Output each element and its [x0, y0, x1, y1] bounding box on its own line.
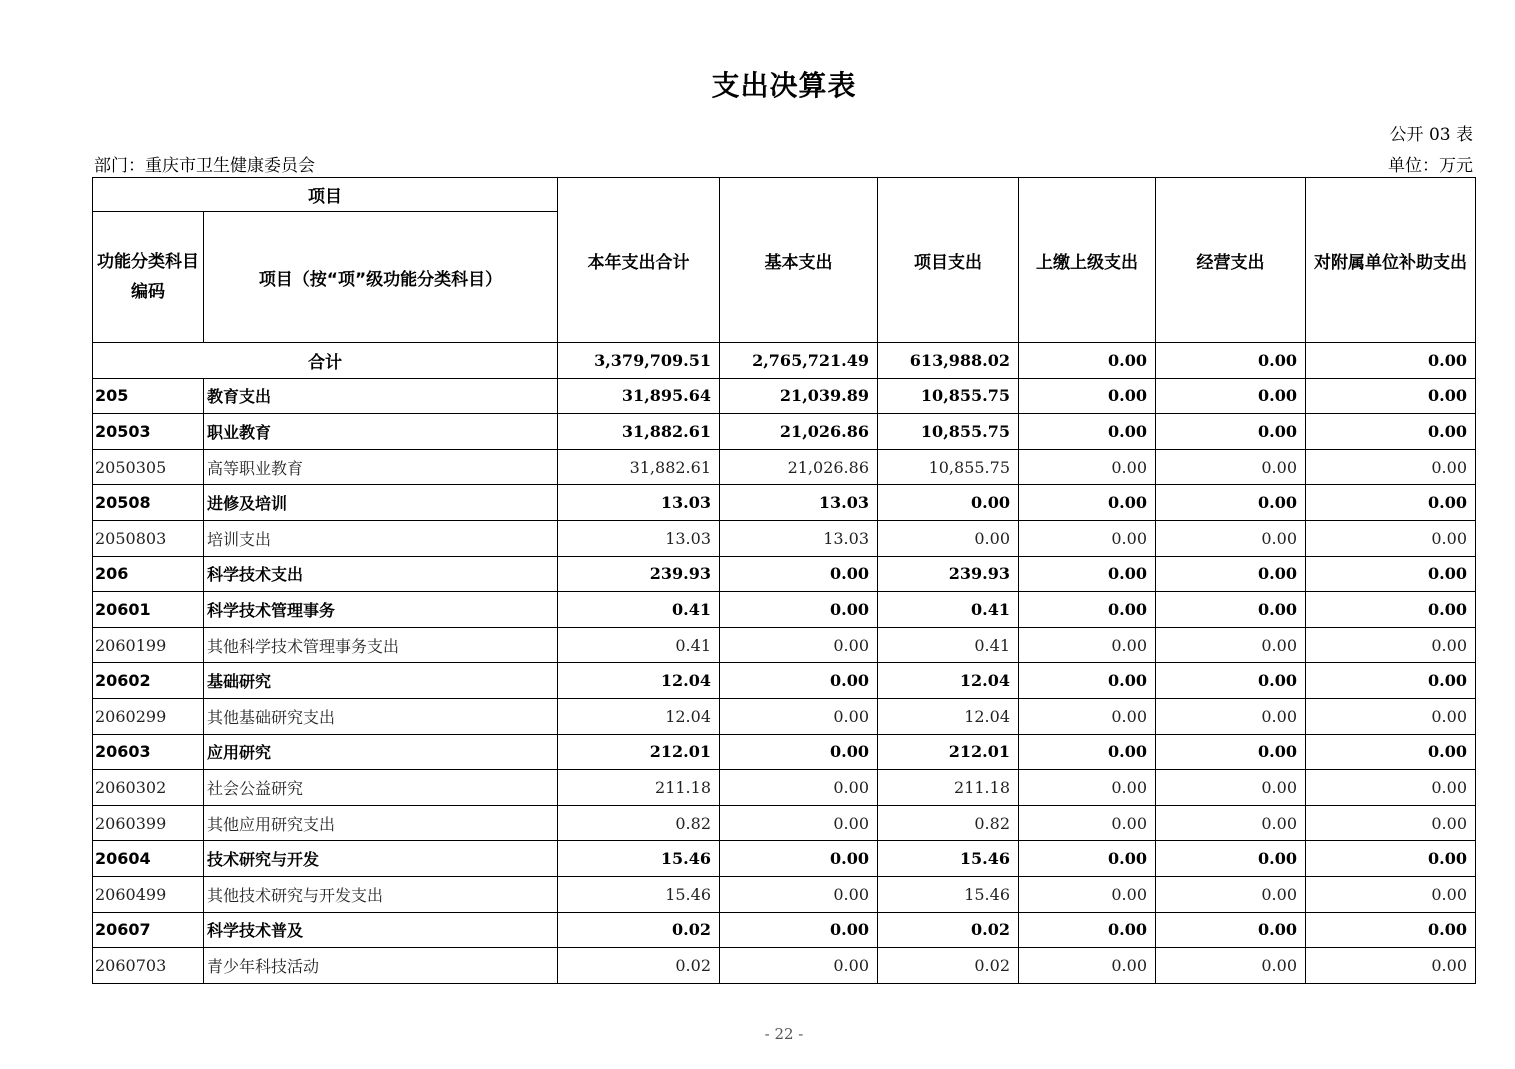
row-subsidy: 0.00	[1306, 698, 1476, 734]
header-project: 项目	[93, 178, 558, 212]
row-subsidy: 0.00	[1306, 449, 1476, 485]
row-project-expense: 0.02	[878, 912, 1019, 948]
row-project-expense: 0.41	[878, 592, 1019, 628]
row-basic: 0.00	[720, 948, 878, 984]
table-row	[93, 449, 1476, 485]
row-name: 青少年科技活动	[204, 948, 558, 984]
row-business: 0.00	[1156, 770, 1306, 806]
row-name: 社会公益研究	[204, 770, 558, 806]
row-project-expense: 239.93	[878, 556, 1019, 592]
row-business: 0.00	[1156, 948, 1306, 984]
row-basic: 13.03	[720, 520, 878, 556]
row-name: 科学技术普及	[204, 912, 558, 948]
row-upper: 0.00	[1019, 841, 1156, 877]
row-basic: 0.00	[720, 876, 878, 912]
row-total: 31,882.61	[558, 449, 720, 485]
row-name: 科学技术管理事务	[204, 592, 558, 628]
row-project-expense: 212.01	[878, 734, 1019, 770]
row-code: 20603	[93, 734, 204, 770]
row-basic: 13.03	[720, 485, 878, 521]
row-name: 科学技术支出	[204, 556, 558, 592]
row-total: 0.82	[558, 805, 720, 841]
row-project-expense: 10,855.75	[878, 449, 1019, 485]
row-project-expense: 0.82	[878, 805, 1019, 841]
row-subsidy: 0.00	[1306, 556, 1476, 592]
row-code: 2060199	[93, 627, 204, 663]
header-total: 本年支出合计	[558, 178, 720, 343]
row-subsidy: 0.00	[1306, 876, 1476, 912]
row-upper: 0.00	[1019, 592, 1156, 628]
row-subsidy: 0.00	[1306, 770, 1476, 806]
table-row	[93, 876, 1476, 912]
row-project-expense: 0.41	[878, 627, 1019, 663]
row-code: 20601	[93, 592, 204, 628]
row-upper: 0.00	[1019, 378, 1156, 414]
header-business: 经营支出	[1156, 178, 1306, 343]
table-row	[93, 485, 1476, 521]
row-upper: 0.00	[1019, 805, 1156, 841]
table-number: 公开 03 表	[1389, 125, 1473, 145]
row-code: 20604	[93, 841, 204, 877]
row-code: 2060302	[93, 770, 204, 806]
row-project-expense: 15.46	[878, 841, 1019, 877]
header-subsidy: 对附属单位补助支出	[1306, 178, 1476, 343]
row-business: 0.00	[1156, 663, 1306, 699]
row-code: 206	[93, 556, 204, 592]
table-row	[93, 770, 1476, 806]
row-code: 2060499	[93, 876, 204, 912]
row-name: 应用研究	[204, 734, 558, 770]
row-subsidy: 0.00	[1306, 663, 1476, 699]
table-row	[93, 663, 1476, 699]
row-total: 13.03	[558, 485, 720, 521]
total-upper: 0.00	[1019, 343, 1156, 379]
row-project-expense: 10,855.75	[878, 414, 1019, 450]
row-total: 0.02	[558, 912, 720, 948]
row-name: 技术研究与开发	[204, 841, 558, 877]
page-number: - 22 -	[764, 1025, 804, 1043]
row-name: 培训支出	[204, 520, 558, 556]
row-basic: 21,026.86	[720, 449, 878, 485]
total-project-expense: 613,988.02	[878, 343, 1019, 379]
table-row	[93, 698, 1476, 734]
row-subsidy: 0.00	[1306, 805, 1476, 841]
row-name: 其他应用研究支出	[204, 805, 558, 841]
row-subsidy: 0.00	[1306, 734, 1476, 770]
row-basic: 0.00	[720, 663, 878, 699]
row-code: 205	[93, 378, 204, 414]
table-row	[93, 841, 1476, 877]
row-basic: 0.00	[720, 734, 878, 770]
row-basic: 0.00	[720, 698, 878, 734]
row-subsidy: 0.00	[1306, 592, 1476, 628]
table-row	[93, 805, 1476, 841]
row-upper: 0.00	[1019, 876, 1156, 912]
row-upper: 0.00	[1019, 414, 1156, 450]
total-total: 3,379,709.51	[558, 343, 720, 379]
row-project-expense: 12.04	[878, 698, 1019, 734]
row-total: 239.93	[558, 556, 720, 592]
row-name: 其他科学技术管理事务支出	[204, 627, 558, 663]
row-name: 其他技术研究与开发支出	[204, 876, 558, 912]
row-code: 2060399	[93, 805, 204, 841]
row-upper: 0.00	[1019, 770, 1156, 806]
row-project-expense: 211.18	[878, 770, 1019, 806]
table-row	[93, 520, 1476, 556]
row-business: 0.00	[1156, 485, 1306, 521]
table-row	[93, 592, 1476, 628]
row-basic: 0.00	[720, 592, 878, 628]
table-row	[93, 378, 1476, 414]
row-project-expense: 12.04	[878, 663, 1019, 699]
row-project-expense: 0.02	[878, 948, 1019, 984]
row-basic: 0.00	[720, 770, 878, 806]
table-row	[93, 627, 1476, 663]
row-upper: 0.00	[1019, 556, 1156, 592]
page-title: 支出决算表	[711, 69, 857, 102]
row-upper: 0.00	[1019, 663, 1156, 699]
row-basic: 0.00	[720, 912, 878, 948]
row-business: 0.00	[1156, 520, 1306, 556]
row-upper: 0.00	[1019, 449, 1156, 485]
row-total: 31,895.64	[558, 378, 720, 414]
row-name: 教育支出	[204, 378, 558, 414]
row-basic: 21,039.89	[720, 378, 878, 414]
row-code: 2050803	[93, 520, 204, 556]
row-code: 20607	[93, 912, 204, 948]
row-business: 0.00	[1156, 627, 1306, 663]
table-row	[93, 414, 1476, 450]
row-name: 基础研究	[204, 663, 558, 699]
total-business: 0.00	[1156, 343, 1306, 379]
total-label: 合计	[93, 343, 558, 379]
row-name: 进修及培训	[204, 485, 558, 521]
row-project-expense: 0.00	[878, 520, 1019, 556]
row-code: 20602	[93, 663, 204, 699]
row-total: 0.41	[558, 627, 720, 663]
expenditure-table	[92, 177, 1476, 984]
table-row	[93, 912, 1476, 948]
department-label: 部门：重庆市卫生健康委员会	[94, 156, 315, 176]
row-subsidy: 0.00	[1306, 912, 1476, 948]
header-upper: 上缴上级支出	[1019, 178, 1156, 343]
row-total: 0.02	[558, 948, 720, 984]
row-project-expense: 15.46	[878, 876, 1019, 912]
row-basic: 0.00	[720, 627, 878, 663]
row-subsidy: 0.00	[1306, 520, 1476, 556]
row-total: 212.01	[558, 734, 720, 770]
row-project-expense: 10,855.75	[878, 378, 1019, 414]
row-upper: 0.00	[1019, 485, 1156, 521]
row-business: 0.00	[1156, 592, 1306, 628]
total-basic: 2,765,721.49	[720, 343, 878, 379]
row-business: 0.00	[1156, 841, 1306, 877]
table-row	[93, 948, 1476, 984]
header-basic: 基本支出	[720, 178, 878, 343]
table-row	[93, 734, 1476, 770]
row-subsidy: 0.00	[1306, 841, 1476, 877]
row-business: 0.00	[1156, 414, 1306, 450]
row-subsidy: 0.00	[1306, 485, 1476, 521]
row-upper: 0.00	[1019, 627, 1156, 663]
row-name: 其他基础研究支出	[204, 698, 558, 734]
row-basic: 0.00	[720, 841, 878, 877]
row-business: 0.00	[1156, 876, 1306, 912]
row-total: 15.46	[558, 876, 720, 912]
row-subsidy: 0.00	[1306, 948, 1476, 984]
row-name: 高等职业教育	[204, 449, 558, 485]
row-basic: 0.00	[720, 805, 878, 841]
row-business: 0.00	[1156, 556, 1306, 592]
row-subsidy: 0.00	[1306, 627, 1476, 663]
row-total: 0.41	[558, 592, 720, 628]
row-upper: 0.00	[1019, 912, 1156, 948]
row-business: 0.00	[1156, 734, 1306, 770]
row-basic: 21,026.86	[720, 414, 878, 450]
total-subsidy: 0.00	[1306, 343, 1476, 379]
row-code: 2050305	[93, 449, 204, 485]
row-upper: 0.00	[1019, 520, 1156, 556]
header-item: 项目（按“项”级功能分类科目）	[204, 212, 558, 343]
row-code: 20508	[93, 485, 204, 521]
row-upper: 0.00	[1019, 734, 1156, 770]
row-code: 20503	[93, 414, 204, 450]
header-code: 功能分类科目编码	[93, 212, 204, 343]
row-total: 211.18	[558, 770, 720, 806]
total-row	[93, 343, 1476, 379]
row-business: 0.00	[1156, 805, 1306, 841]
table-row	[93, 556, 1476, 592]
row-basic: 0.00	[720, 556, 878, 592]
header-project-expense: 项目支出	[878, 178, 1019, 343]
row-total: 15.46	[558, 841, 720, 877]
row-subsidy: 0.00	[1306, 414, 1476, 450]
row-business: 0.00	[1156, 698, 1306, 734]
row-upper: 0.00	[1019, 948, 1156, 984]
row-code: 2060299	[93, 698, 204, 734]
unit-label: 单位：万元	[1388, 156, 1473, 176]
row-business: 0.00	[1156, 912, 1306, 948]
row-name: 职业教育	[204, 414, 558, 450]
row-project-expense: 0.00	[878, 485, 1019, 521]
row-total: 31,882.61	[558, 414, 720, 450]
row-total: 13.03	[558, 520, 720, 556]
row-business: 0.00	[1156, 449, 1306, 485]
row-business: 0.00	[1156, 378, 1306, 414]
row-total: 12.04	[558, 663, 720, 699]
row-total: 12.04	[558, 698, 720, 734]
row-subsidy: 0.00	[1306, 378, 1476, 414]
row-upper: 0.00	[1019, 698, 1156, 734]
row-code: 2060703	[93, 948, 204, 984]
